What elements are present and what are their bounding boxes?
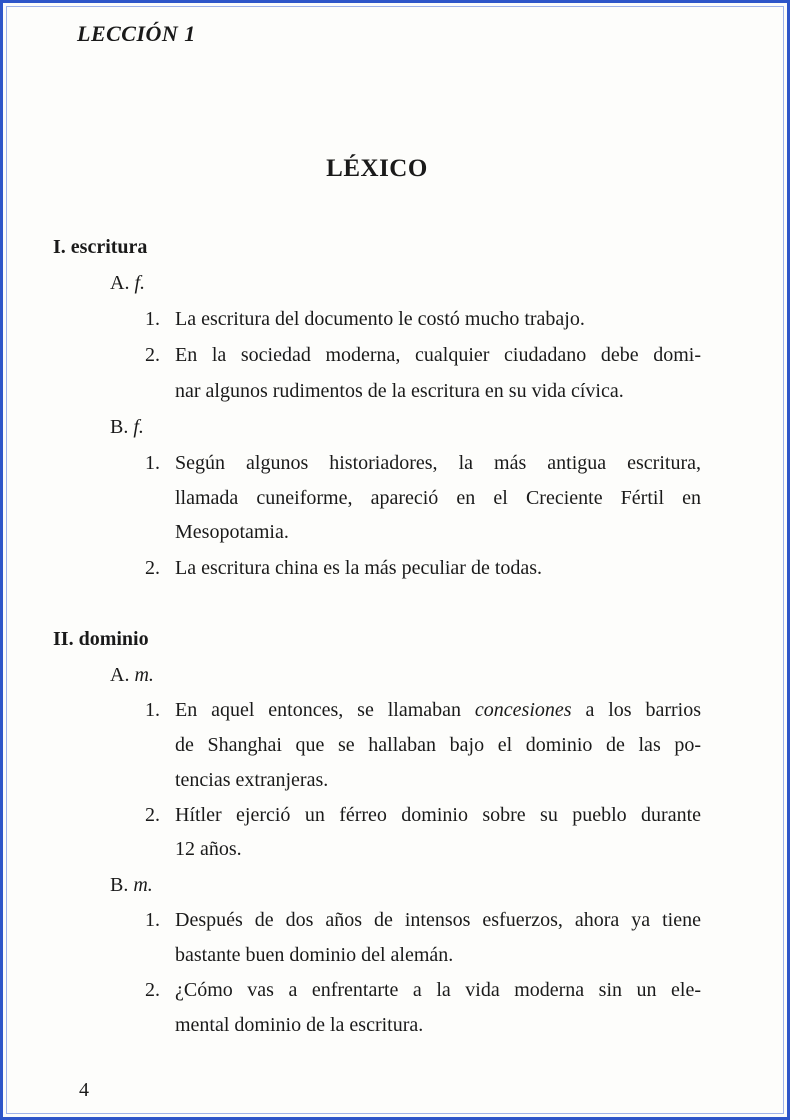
- example-text: bastante buen dominio del alemán.: [175, 944, 454, 966]
- example-text: tencias extranjeras.: [175, 769, 329, 791]
- example-text: En la sociedad moderna, cualquier ciudadano debe domi-: [175, 344, 701, 366]
- text-run: a los barrios: [585, 699, 701, 721]
- example-text: mental dominio de la escritura.: [175, 1014, 424, 1036]
- sense-label-a: [110, 663, 154, 687]
- example-text: de Shanghai que se hallaban bajo el dominio de las po-: [175, 734, 701, 756]
- grammar-tag: f.: [134, 272, 146, 294]
- italic-term: concesiones: [474, 699, 572, 721]
- example-text: 12 años.: [175, 838, 242, 860]
- example-text: Después de dos años de intensos esfuerzos, ahora ya tiene: [175, 909, 701, 931]
- page-number: 4: [79, 1079, 89, 1101]
- example-text: Hítler ejerció un férreo dominio sobre su pueblo durante: [175, 804, 701, 826]
- example-number: 2.: [145, 804, 160, 826]
- example-number: 1.: [145, 308, 160, 330]
- sense-letter: A.: [110, 664, 130, 686]
- example-text: Mesopotamia.: [175, 521, 289, 543]
- grammar-tag: m.: [133, 874, 153, 896]
- text-run: En aquel entonces, se llamaban: [175, 699, 462, 721]
- example-number: 2.: [145, 344, 160, 366]
- sense-letter: B.: [110, 416, 129, 438]
- example-number: 1.: [145, 452, 160, 474]
- example-text: ¿Cómo vas a enfrentarte a la vida moderna sin un ele-: [175, 979, 701, 1001]
- sense-label-b: [110, 415, 144, 439]
- example-number: 2.: [145, 557, 160, 579]
- grammar-tag: f.: [133, 416, 144, 438]
- section-heading-escritura: I. escritura: [53, 236, 148, 258]
- example-number: 1.: [145, 909, 160, 931]
- section-heading-dominio: II. dominio: [53, 628, 149, 650]
- example-number: 2.: [145, 979, 160, 1001]
- example-text: Según algunos historiadores, la más antigua escritura,: [175, 452, 701, 474]
- sense-letter: A.: [110, 272, 130, 294]
- example-number: 1.: [145, 699, 160, 721]
- sense-letter: B.: [110, 874, 129, 896]
- example-text: La escritura china es la más peculiar de todas.: [175, 557, 543, 579]
- example-text: La escritura del documento le costó mucho trabajo.: [175, 308, 585, 330]
- example-text: nar algunos rudimentos de la escritura en su vida cívica.: [175, 380, 624, 402]
- example-text: llamada cuneiforme, apareció en el Creciente Fértil en: [175, 487, 701, 509]
- page-title: LÉXICO: [326, 155, 428, 182]
- grammar-tag: m.: [134, 664, 154, 686]
- sense-label-b: [110, 873, 153, 897]
- lesson-header: LECCIÓN 1: [77, 21, 196, 46]
- example-text: [175, 698, 701, 722]
- sense-label-a: [110, 271, 145, 295]
